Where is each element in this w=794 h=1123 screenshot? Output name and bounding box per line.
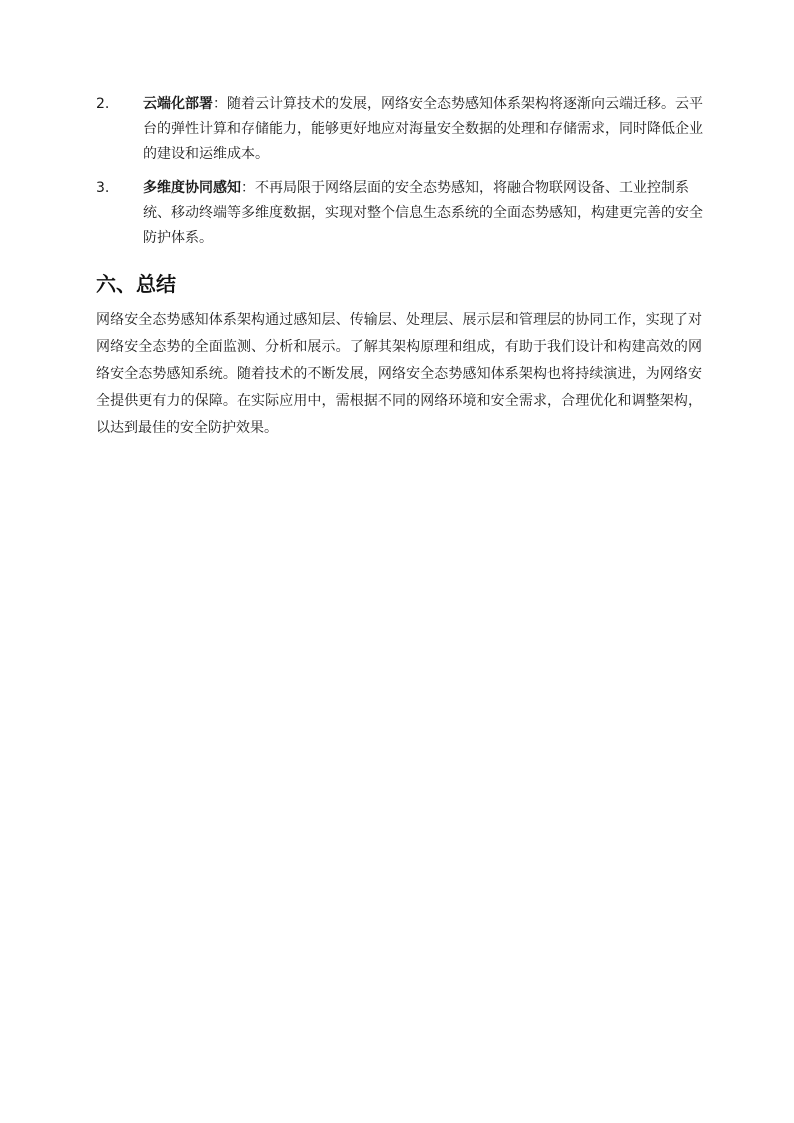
list-item-text: ：随着云计算技术的发展，网络安全态势感知体系架构将逐渐向云端迁移。云平台的弹性计算和存储能力，能够更好地应对海量安全数据的处理和存储需求，同时降低企业的建设和运维成本。	[143, 96, 703, 162]
summary-paragraph: 网络安全态势感知体系架构通过感知层、传输层、处理层、展示层和管理层的协同工作，实现了对网络安全态势的全面监测、分析和展示。了解其架构原理和组成，有助于我们设计和构建高效的网络安全态势感知系统。随着技术的不断发展，网络安全态势感知体系架构也将持续演进，为网络安全提供更有力的保障。在实际应用中，需根据不同的网络环境和安全需求，合理优化和调整架构，以达到最佳的安全防护效果。	[96, 312, 702, 436]
section-heading: 六、总结	[96, 272, 176, 296]
list-item	[96, 92, 708, 167]
list-item	[96, 176, 708, 251]
list-item-body	[143, 176, 708, 251]
list-item-text: ：不再局限于网络层面的安全态势感知，将融合物联网设备、工业控制系统、移动终端等多维度数据，实现对整个信息生态系统的全面态势感知，构建更完善的安全防护体系。	[143, 180, 703, 246]
list-item-term: 云端化部署	[143, 96, 213, 112]
list-item-number: 2.	[96, 96, 110, 112]
list-item-body	[143, 92, 708, 167]
list-item-term: 多维度协同感知	[143, 180, 241, 196]
trend-list	[96, 92, 708, 260]
list-item-number: 3.	[96, 180, 110, 196]
